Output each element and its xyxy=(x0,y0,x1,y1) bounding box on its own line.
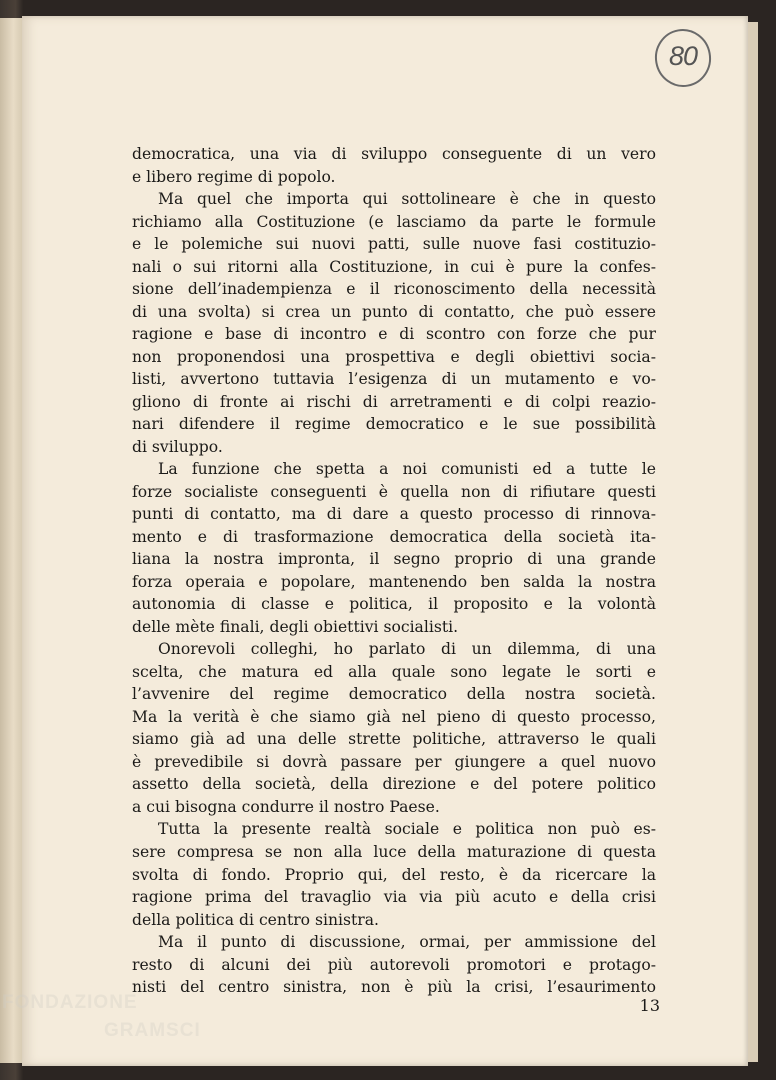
text-line: ragione e base di incontro e di scontro con forze che pur xyxy=(132,325,656,344)
text-line: sione dell’inadempienza e il riconoscimento della necessità xyxy=(132,280,656,299)
text-line: gliono di fronte ai rischi di arretramenti e di colpi reazio- xyxy=(132,392,656,411)
watermark-line1: FONDAZIONE xyxy=(2,992,138,1013)
text-line: a cui bisogna condurre il nostro Paese. xyxy=(132,797,440,816)
text-line: forza operaia e popolare, mantenendo ben salda la nostra xyxy=(132,572,656,591)
text-line: nisti del centro sinistra, non è più la crisi, l’esaurimento xyxy=(132,978,656,997)
text-line: nali o sui ritorni alla Costituzione, in cui è pure la confes- xyxy=(132,257,656,276)
text-line: Ma la verità è che siamo già nel pieno di questo processo, xyxy=(132,707,656,726)
text-line: svolta di fondo. Proprio qui, del resto, è da ricercare la xyxy=(132,865,656,884)
text-line: e le polemiche sui nuovi patti, sulle nuove fasi costituzio- xyxy=(132,235,656,254)
watermark-line2: GRAMSCI xyxy=(104,1020,201,1041)
text-line: La funzione che spetta a noi comunisti ed a tutte le xyxy=(158,460,656,479)
text-line: Ma il punto di discussione, ormai, per ammissione del xyxy=(158,933,656,952)
text-line: Tutta la presente realtà sociale e politica non può es- xyxy=(158,820,656,839)
text-line: di sviluppo. xyxy=(132,437,223,456)
text-line: democratica, una via di sviluppo conseguente di un vero xyxy=(132,145,656,163)
text-line: richiamo alla Costituzione (e lasciamo da parte le formule xyxy=(132,212,656,231)
text-line: forze socialiste conseguenti è quella non di rifiutare questi xyxy=(132,482,656,501)
text-line: ragione prima del travaglio via via più acuto e della crisi xyxy=(132,888,656,907)
text-line: sere compresa se non alla luce della maturazione di questa xyxy=(132,842,656,861)
text-line: delle mète finali, degli obiettivi socialisti. xyxy=(132,617,459,636)
text-line: assetto della società, della direzione e del potere politico xyxy=(132,775,656,794)
body-text xyxy=(132,143,656,999)
text-line: scelta, che matura ed alla quale sono legate le sorti e xyxy=(132,662,656,681)
text-line: punti di contatto, ma di dare a questo processo di rinnova- xyxy=(132,505,656,524)
text-line: listi, avvertono tuttavia l’esigenza di un mutamento e vo- xyxy=(132,370,656,389)
text-line: l’avvenire del regime democratico della nostra società. xyxy=(132,685,656,704)
text-line: siamo già ad una delle strette politiche, attraverso le quali xyxy=(132,730,656,749)
text-line: Ma quel che importa qui sottolineare è che in questo xyxy=(158,190,656,209)
handwritten-folio-number xyxy=(652,26,714,90)
text-line: autonomia di classe e politica, il proposito e la volontà xyxy=(132,595,656,614)
book-gutter xyxy=(0,18,22,1063)
text-line: liana la nostra impronta, il segno proprio di una grande xyxy=(132,550,656,569)
archive-watermark xyxy=(2,990,252,1070)
text-line: e libero regime di popolo. xyxy=(132,167,336,186)
text-line: non proponendosi una prospettiva e degli obiettivi socia- xyxy=(132,347,656,366)
text-line: resto di alcuni dei più autorevoli promotori e protago- xyxy=(132,955,656,974)
page-number: 13 xyxy=(639,996,660,1015)
text-line: mento e di trasformazione democratica della società ita- xyxy=(132,527,656,546)
folio-number: 80 xyxy=(668,41,698,71)
text-line: della politica di centro sinistra. xyxy=(132,910,380,929)
page-edge xyxy=(748,22,758,1062)
text-line: Onorevoli colleghi, ho parlato di un dilemma, di una xyxy=(158,640,656,659)
text-line: di una svolta) si crea un punto di contatto, che può essere xyxy=(132,302,656,321)
text-line: è prevedibile si dovrà passare per giungere a quel nuovo xyxy=(132,752,656,771)
text-line: nari difendere il regime democratico e le sue possibilità xyxy=(132,415,656,434)
